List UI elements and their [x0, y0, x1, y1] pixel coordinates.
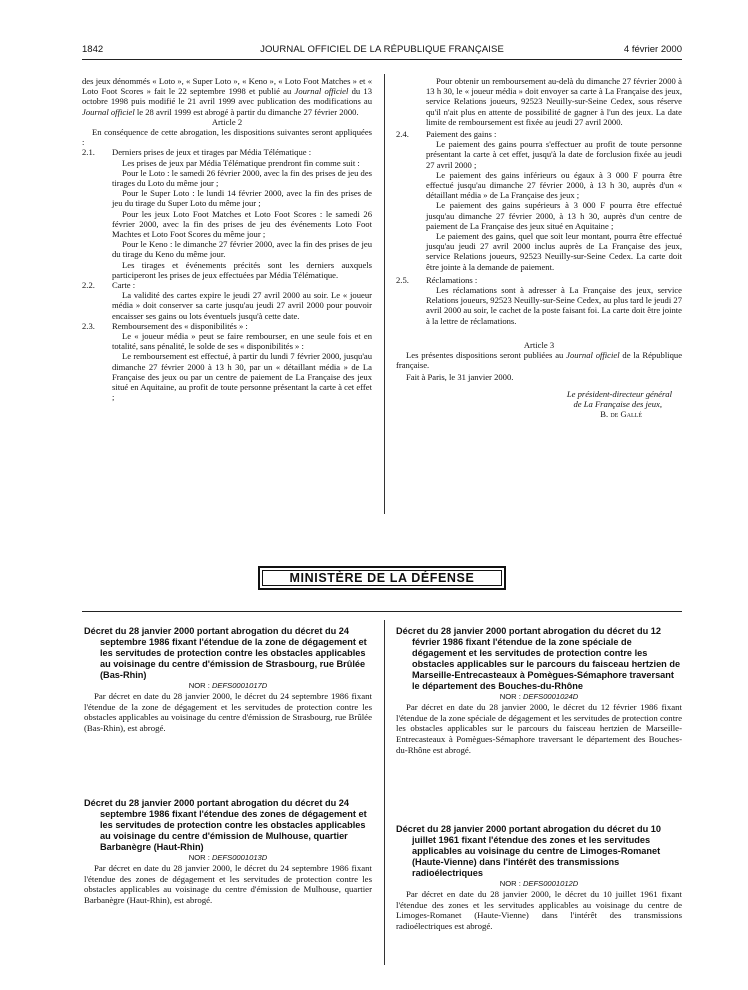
- nor-reference: NOR : DEFS0001013D: [188, 853, 268, 862]
- section-rule: [82, 611, 682, 612]
- section-2-4-p3: Le paiement des gains supérieurs à 3 000 F pourra être effectué jusqu'au dimanche 27 février 2000, à 13 h 30, auprès d'un centre de paiement de La Française des jeux situé en Aquitaine ;: [426, 200, 682, 231]
- nor-reference: NOR : DEFS0001024D: [499, 692, 579, 701]
- section-2-4-title: 2.4. Paiement des gains :: [396, 129, 497, 140]
- column-divider-top: [384, 74, 385, 514]
- article-2-heading: Article 2: [211, 116, 243, 127]
- left-column: [82, 76, 372, 403]
- decree-title: Décret du 28 janvier 2000 portant abrogation du décret du 24 septembre 1986 fixant l'étendue de la zone de dégagement et les servitudes de protection contre les obstacles applicables au voisinage du centre d'émission de Strasbourg, rue Brûlée (Bas-Rhin): [84, 626, 367, 680]
- nor-reference: NOR : DEFS0001017D: [188, 681, 268, 690]
- refund-after-paragraph: Pour obtenir un remboursement au-delà du dimanche 27 février 2000 à 13 h 30, le « joueur média » doit envoyer sa carte à La Française des jeux, service Relations joueurs, 92523 Neuilly-sur-Seine Cedex, sous réserve qu'il n'ait plus en attente de possibilité de gagner à l'un des jeux. La date limite de remboursement est fixée au jeudi 27 avril 2000.: [426, 76, 682, 127]
- header-rule: [82, 59, 682, 60]
- section-2-5-title: 2.5. Réclamations :: [396, 274, 478, 285]
- decree-body: Par décret en date du 28 janvier 2000, le décret du 24 septembre 1986 fixant l'étendue de la zone de dégagement et les servitudes de protection contre les obstacles applicables au voisinage du centre d'émission de Strasbourg, rue Brûlée (Bas-Rhin), est abrogé.: [84, 691, 372, 733]
- section-2-1-keno: Pour le Keno : le dimanche 27 février 2000, avec la fin des prises de jeu du tirage du Keno du même jour.: [112, 239, 372, 260]
- section-2-3-text: Le « joueur média » peut se faire rembourser, en une seule fois et en totalité, sans pénalité, le solde de ses « disponibilités » :: [112, 331, 372, 352]
- section-2-4-p2: Le paiement des gains inférieurs ou égaux à 3 000 F pourra être effectué jusqu'au dimanche 27 février 2000, à 13 h 30, auprès d'un « détaillant média » de La Française des jeux ;: [426, 169, 682, 201]
- section-2-1-final: Les tirages et événements précités sont les derniers auxquels participeront les prises de jeux effectuées par Média Télématique.: [112, 259, 372, 280]
- decree-body: Par décret en date du 28 janvier 2000, le décret du 24 septembre 1986 fixant l'étendue des zones de dégagement et les servitudes de protection contre les obstacles applicables au voisinage du centre d'émission de Mulhouse, quartier Barbanègre (Haut-Rhin), est abrogé.: [84, 863, 372, 905]
- right-column: [396, 76, 682, 419]
- journal-title: JOURNAL OFFICIEL DE LA RÉPUBLIQUE FRANÇAISE: [260, 44, 504, 55]
- decree-title: Décret du 28 janvier 2000 portant abrogation du décret du 10 juillet 1961 fixant l'étendue des zones et les servitudes applicables au voisinage du centre de Limoges-Romanet (Haute-Vienne) dans l'intérêt des transmissions radioélectriques: [396, 824, 661, 878]
- section-2-1-super-loto: Pour le Super Loto : le lundi 14 février 2000, avec la fin des prises de jeu du tirage du Super Loto du même jour ;: [112, 188, 372, 209]
- decree-mulhouse: [84, 798, 372, 906]
- ministry-title: MINISTÈRE DE LA DÉFENSE: [262, 570, 502, 586]
- section-2-1-loto-foot: Pour les jeux Loto Foot Matches et Loto Foot Scores : le samedi 26 février 2000, avec la fin des prises de jeu des événements Loto Foot Machtes et Loto Foot Scores du même jour ;: [112, 208, 372, 240]
- decree-marseille: [396, 626, 682, 755]
- consequence-paragraph: En conséquence de cette abrogation, les dispositions suivantes seront appliquées :: [82, 127, 372, 148]
- decree-body: Par décret en date du 28 janvier 2000, le décret du 10 juillet 1961 fixant l'étendue des zones et les servitudes applicables au voisinage du centre de Limoges-Romanet (Haute-Vienne) dans l'intérêt des transmissions radioélectriques est abrogé.: [396, 889, 682, 931]
- signature-title-2: de La Française des jeux,: [573, 398, 662, 409]
- abrogation-paragraph: des jeux dénommés « Loto », « Super Loto », « Keno », « Loto Foot Matches » et « Loto Foot Scores » fait le 22 septembre 1998 et publié au Journal officiel du 13 octobre 1998 puis modifié le 21 avril 1999 avec publication des modifications au Journal officiel le 28 avril 1999 est abrogé à partir du dimanche 27 février 2000.: [82, 76, 372, 117]
- decree-limoges: [396, 824, 682, 932]
- signature-title-1: Le président-directeur général: [566, 388, 672, 399]
- page-number: 1842: [82, 44, 104, 55]
- fait-a-paris: Fait à Paris, le 31 janvier 2000.: [406, 372, 514, 383]
- issue-date: 4 février 2000: [623, 44, 682, 55]
- section-2-4-p1: Le paiement des gains pourra s'effectuer au profit de toute personne présentant la carte à cet effet, jusqu'à la date de forclusion fixée au jeudi 27 avril 2000 ;: [426, 139, 682, 170]
- page-header: [82, 44, 682, 58]
- section-2-2-title: 2.2. Carte :: [82, 280, 136, 291]
- decree-strasbourg: [84, 626, 372, 734]
- section-2-3-refund: Le remboursement est effectué, à partir du lundi 7 février 2000, jusqu'au dimanche 27 février 2000 à 13 h 30, par un « détaillant média » de La Française des jeux ou par un centre de paiement de La Française des jeux situé en Aquitaine, au profit de toute personne présentant la carte à cet effet ;: [112, 351, 372, 403]
- section-2-4-p4: Le paiement des gains, quel que soit leur montant, pourra être effectué jusqu'au jeudi 27 avril 2000 inclus auprès de La Française des jeux, service Relations joueurs, 92523 Neuilly-sur-Seine Cedex. La carte doit être jointe à la demande de paiement.: [426, 231, 682, 272]
- section-2-3-title: 2.3. Remboursement des « disponibilités » :: [82, 320, 248, 331]
- decree-title: Décret du 28 janvier 2000 portant abrogation du décret du 24 septembre 1986 fixant l'étendue des zones de dégagement et les servitudes de protection contre les obstacles applicables au voisinage du centre d'émission de Mulhouse, quartier Barbanègre (Haut-Rhin): [84, 798, 367, 852]
- article-3-text: Les présentes dispositions seront publiées au Journal officiel de la République française.: [396, 350, 683, 371]
- signature-name: B. de Gallé: [600, 409, 642, 420]
- ministry-banner: [258, 566, 506, 590]
- article-3-heading: Article 3: [523, 339, 555, 350]
- section-2-1-title: 2.1. Derniers prises de jeux et tirages par Média Télématique :: [82, 147, 312, 158]
- column-divider-bottom: [384, 620, 385, 965]
- section-2-1-loto: Pour le Loto : le samedi 26 février 2000, avec la fin des prises de jeu des tirages du Loto du même jour ;: [112, 167, 372, 189]
- nor-reference: NOR : DEFS0001012D: [499, 879, 579, 888]
- section-2-1-text: Les prises de jeux par Média Télématique prendront fin comme suit :: [122, 157, 360, 168]
- section-2-2-text: La validité des cartes expire le jeudi 27 avril 2000 au soir. Le « joueur média » doit conserver sa carte jusqu'au jeudi 27 avril 2000 pour pouvoir encaisser ses gains ou lots éventuels jusqu'à cette date.: [112, 290, 372, 321]
- decree-title: Décret du 28 janvier 2000 portant abrogation du décret du 12 février 1986 fixant l'étendue de la zone spéciale de dégagement et les servitudes de protection contre les obstacles applicables sur le parcours du faisceau hertzien de Marseille-Entrecasteaux à Pomègues-Sémaphore traversant le département des Bouches-du-Rhône: [396, 626, 681, 691]
- section-2-5-text: Les réclamations sont à adresser à La Française des jeux, service Relations joueurs, 92523 Neuilly-sur-Seine Cedex, au plus tard le jeudi 27 avril 2000 au soir, le cachet de la poste faisant foi. La carte doit être jointe à la lettre de réclamations.: [426, 285, 682, 326]
- decree-body: Par décret en date du 28 janvier 2000, le décret du 12 février 1986 fixant l'étendue de la zone spéciale de dégagement et les servitudes de protection contre les obstacles applicables sur le parcours du faisceau hertzien de Marseille-Entrecasteaux à Pomègues-Sémaphore traversant le département des Bouches-du-Rhône est abrogé.: [396, 702, 682, 755]
